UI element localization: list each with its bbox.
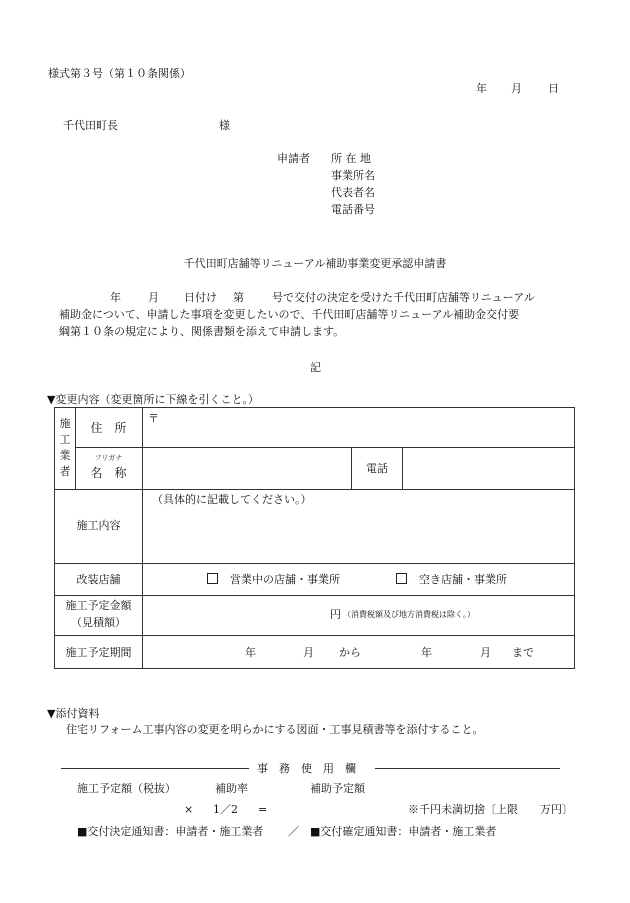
name-label: 名 称 [90, 466, 127, 480]
office-rule-left [61, 768, 249, 769]
office-heading: 事 務 使 用 欄 [257, 762, 356, 775]
date-month-label: 月 [511, 82, 522, 95]
body-year: 年 [110, 291, 121, 304]
date-day-label: 日 [548, 82, 559, 95]
store-option-vacant[interactable]: 空き店舗・事業所 [396, 573, 507, 585]
office-col-subsidy: 補助予定額 [310, 782, 365, 795]
amount-label: 施工予定金額 [65, 599, 132, 612]
body-line2: 補助金について、申請した事項を変更したいので、千代田町店舗等リニューアル補助金交付要 [59, 308, 520, 321]
work-content-hint: （具体的に記載してください。） [152, 493, 312, 506]
phone-field[interactable] [407, 452, 570, 484]
office-equals: = [258, 803, 268, 816]
name-field[interactable] [147, 452, 347, 484]
postal-mark: 〒 [148, 412, 159, 425]
period-label: 施工予定期間 [65, 646, 132, 659]
contractor-label: 施 工 業 者 [59, 417, 71, 478]
attachments-text: 住宅リフォーム工事内容の変更を明らかにする図面・工事見積書等を添付すること。 [66, 723, 484, 736]
work-content-label: 施工内容 [76, 519, 121, 532]
body-dated: 日付け [184, 291, 217, 304]
applicant-field-office: 事業所名 [331, 169, 375, 182]
applicant-field-phone: 電話番号 [331, 203, 375, 216]
date-year-label: 年 [476, 82, 487, 95]
period-end-month: 月 [480, 646, 491, 659]
addressee-honorific: 様 [219, 119, 230, 132]
amount-field[interactable] [147, 600, 325, 630]
amount-sublabel: （見積額） [71, 616, 126, 629]
office-col-rate: 補助率 [215, 782, 248, 795]
period-until: まで [512, 646, 534, 659]
period-start-month: 月 [303, 646, 314, 659]
body-number-prefix: 第 [233, 291, 244, 304]
period-from: から [339, 646, 361, 659]
checkbox-vacant[interactable] [396, 573, 407, 584]
period-start-year: 年 [245, 646, 256, 659]
body-month: 月 [148, 291, 159, 304]
address-label: 住 所 [90, 421, 127, 435]
applicant-label: 申請者 [277, 152, 310, 165]
changes-table [54, 407, 575, 669]
office-rule-right [375, 768, 560, 769]
store-option-operating[interactable]: 営業中の店舗・事業所 [207, 573, 340, 585]
applicant-field-address: 所 在 地 [331, 152, 371, 165]
office-footer-right: ■交付確定通知書：申請者・施工業者 [310, 825, 497, 838]
checkbox-operating[interactable] [207, 573, 218, 584]
address-field[interactable] [148, 424, 568, 442]
store-label: 改装店舗 [76, 573, 121, 586]
office-times: × [184, 803, 194, 816]
body-line1-rest: 号で交付の決定を受けた千代田町店舗等リニューアル [272, 291, 535, 304]
office-rounding-note: ※千円未満切捨〔上限 万円〕 [408, 803, 573, 816]
applicant-field-representative: 代表者名 [331, 186, 375, 199]
amount-tax-note: （消費税額及び地方消費税は除く。） [343, 610, 475, 619]
form-number: 様式第３号（第１０条関係） [48, 67, 191, 80]
changes-heading: ▼変更内容（変更箇所に下線を引くこと。） [47, 393, 259, 406]
office-footer-separator: ／ [288, 825, 299, 838]
addressee: 千代田町長 [63, 119, 118, 132]
period-end-year: 年 [421, 646, 432, 659]
phone-label: 電話 [366, 462, 388, 475]
office-rate-value: 1／2 [213, 803, 238, 816]
office-col-amount: 施工予定額（税抜） [77, 782, 176, 795]
amount-unit: 円 [330, 608, 341, 621]
ki-mark: 記 [310, 361, 321, 374]
furigana-label: フリガナ [94, 454, 123, 462]
work-content-field[interactable] [147, 510, 570, 558]
document-title: 千代田町店舗等リニューアル補助事業変更承認申請書 [183, 257, 447, 270]
office-footer-left: ■交付決定通知書：申請者・施工業者 [77, 825, 264, 838]
body-line3: 綱第１０条の規定により、関係書類を添えて申請します。 [59, 325, 345, 338]
attachments-heading: ▼添付資料 [47, 707, 100, 720]
